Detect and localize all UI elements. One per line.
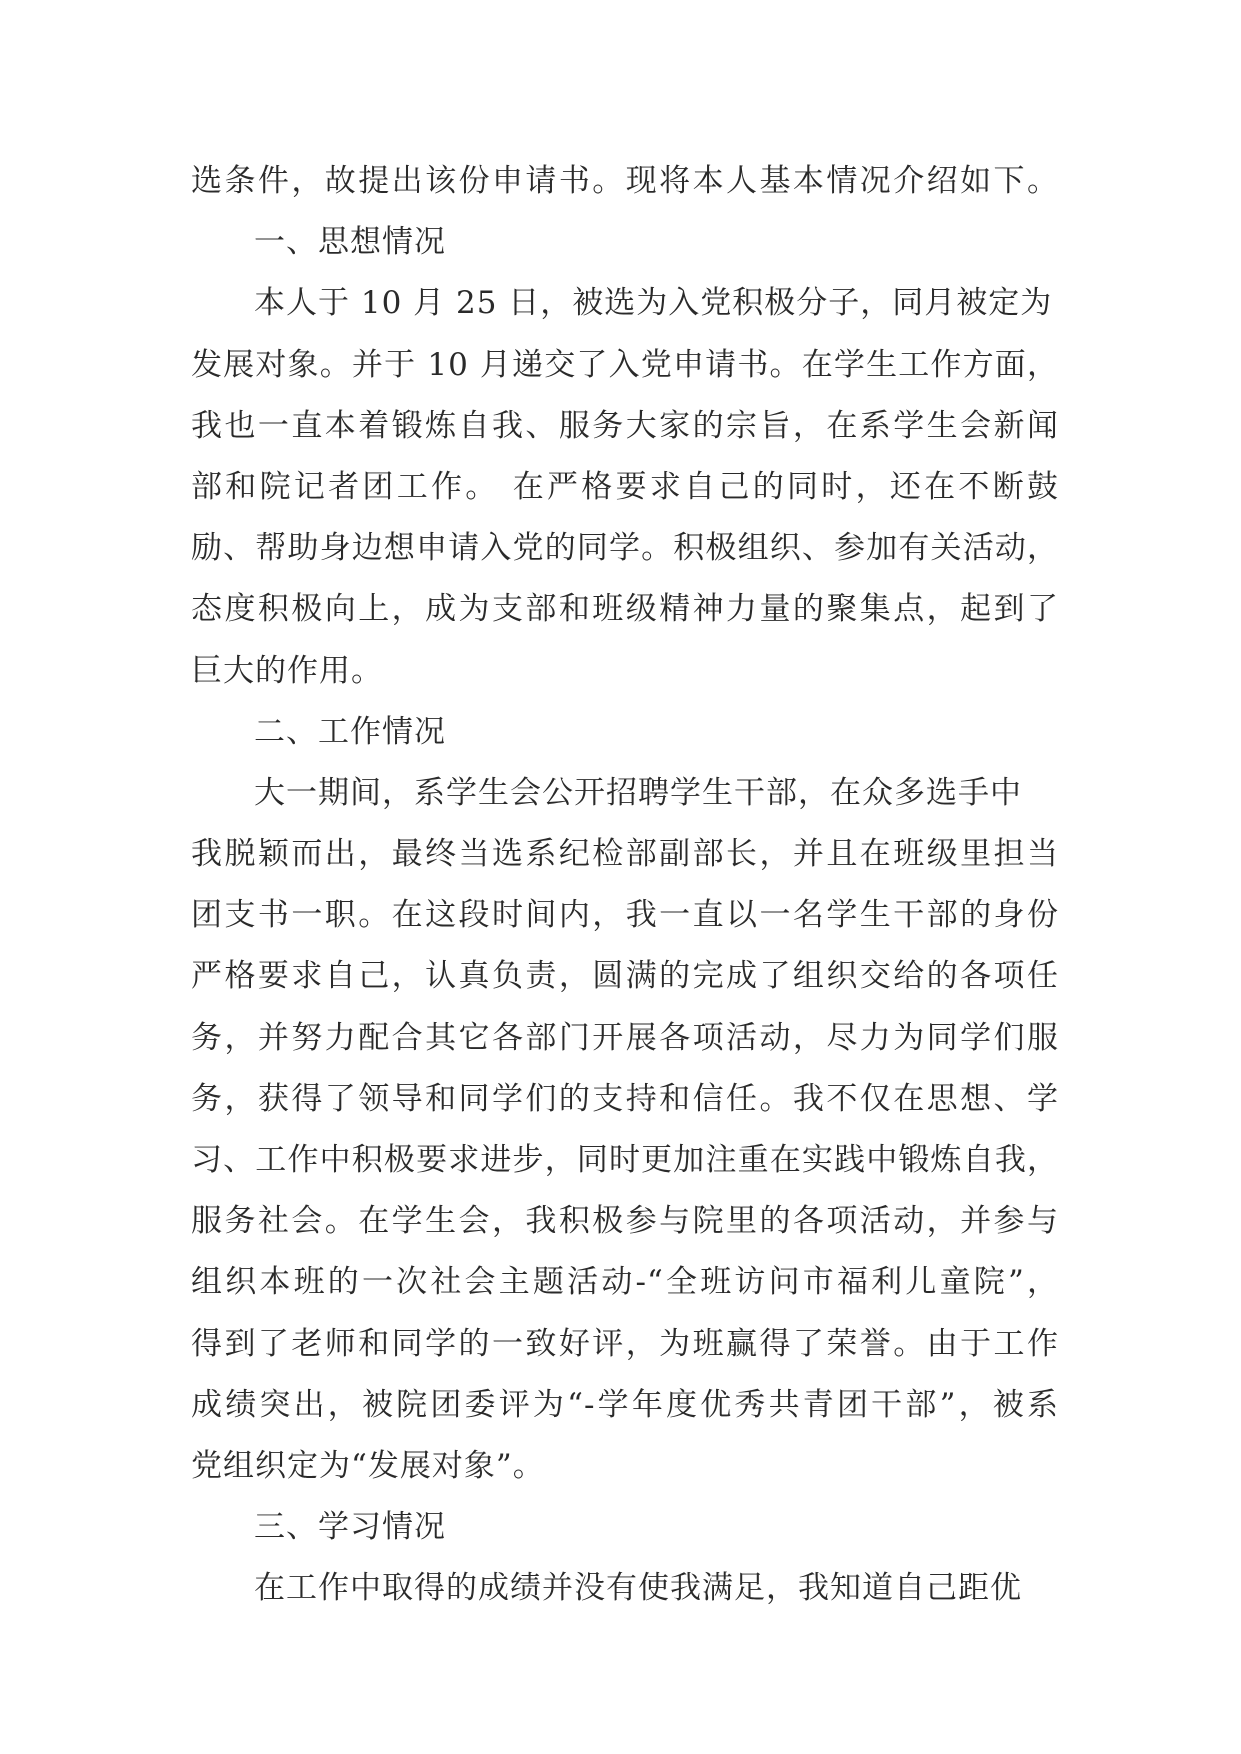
paragraph-line: 巨大的作用。 bbox=[191, 652, 383, 689]
paragraph-line: 服务社会。在学生会，我积极参与院里的各项活动，并参与 bbox=[191, 1203, 1059, 1240]
paragraph-line: 部和院记者团工作。 在严格要求自己的同时，还在不断鼓 bbox=[191, 468, 1059, 505]
paragraph-line: 发展对象。并于 10 月递交了入党申请书。在学生工作方面， bbox=[191, 346, 1059, 383]
paragraph-line: 务，获得了领导和同学们的支持和信任。我不仅在思想、学 bbox=[191, 1080, 1059, 1117]
paragraph-line: 我也一直本着锻炼自我、服务大家的宗旨，在系学生会新闻 bbox=[191, 407, 1059, 444]
paragraph-line: 大一期间，系学生会公开招聘学生干部，在众多选手中 bbox=[254, 774, 1022, 811]
section-heading-work: 二、工作情况 bbox=[254, 713, 446, 750]
paragraph-line: 习、工作中积极要求进步，同时更加注重在实践中锻炼自我， bbox=[191, 1142, 1059, 1178]
paragraph-line: 选条件，故提出该份申请书。现将本人基本情况介绍如下。 bbox=[191, 163, 1059, 199]
section-heading-study: 三、学习情况 bbox=[254, 1509, 446, 1546]
paragraph-line: 成绩突出，被院团委评为“-学年度优秀共青团干部”，被系 bbox=[191, 1386, 1059, 1423]
paragraph-line: 务，并努力配合其它各部门开展各项活动，尽力为同学们服 bbox=[191, 1019, 1059, 1056]
paragraph-line: 得到了老师和同学的一致好评，为班赢得了荣誉。由于工作 bbox=[191, 1325, 1059, 1362]
document-body bbox=[191, 151, 1061, 1620]
paragraph-line: 本人于 10 月 25 日，被选为入党积极分子，同月被定为 bbox=[254, 285, 1053, 322]
paragraph-line: 励、帮助身边想申请入党的同学。积极组织、参加有关活动， bbox=[191, 530, 1059, 567]
paragraph-line: 态度积极向上，成为支部和班级精神力量的聚集点，起到了 bbox=[191, 591, 1059, 628]
paragraph-line: 组织本班的一次社会主题活动-“全班访问市福利儿童院”， bbox=[191, 1264, 1059, 1301]
paragraph-line: 在工作中取得的成绩并没有使我满足，我知道自己距优 bbox=[254, 1570, 1022, 1607]
paragraph-line: 严格要求自己，认真负责，圆满的完成了组织交给的各项任 bbox=[191, 958, 1059, 995]
section-heading-thought: 一、思想情况 bbox=[254, 224, 446, 261]
paragraph-line: 我脱颖而出，最终当选系纪检部副部长，并且在班级里担当 bbox=[191, 836, 1059, 873]
paragraph-line: 党组织定为“发展对象”。 bbox=[191, 1447, 545, 1484]
paragraph-line: 团支书一职。在这段时间内，我一直以一名学生干部的身份 bbox=[191, 897, 1059, 934]
